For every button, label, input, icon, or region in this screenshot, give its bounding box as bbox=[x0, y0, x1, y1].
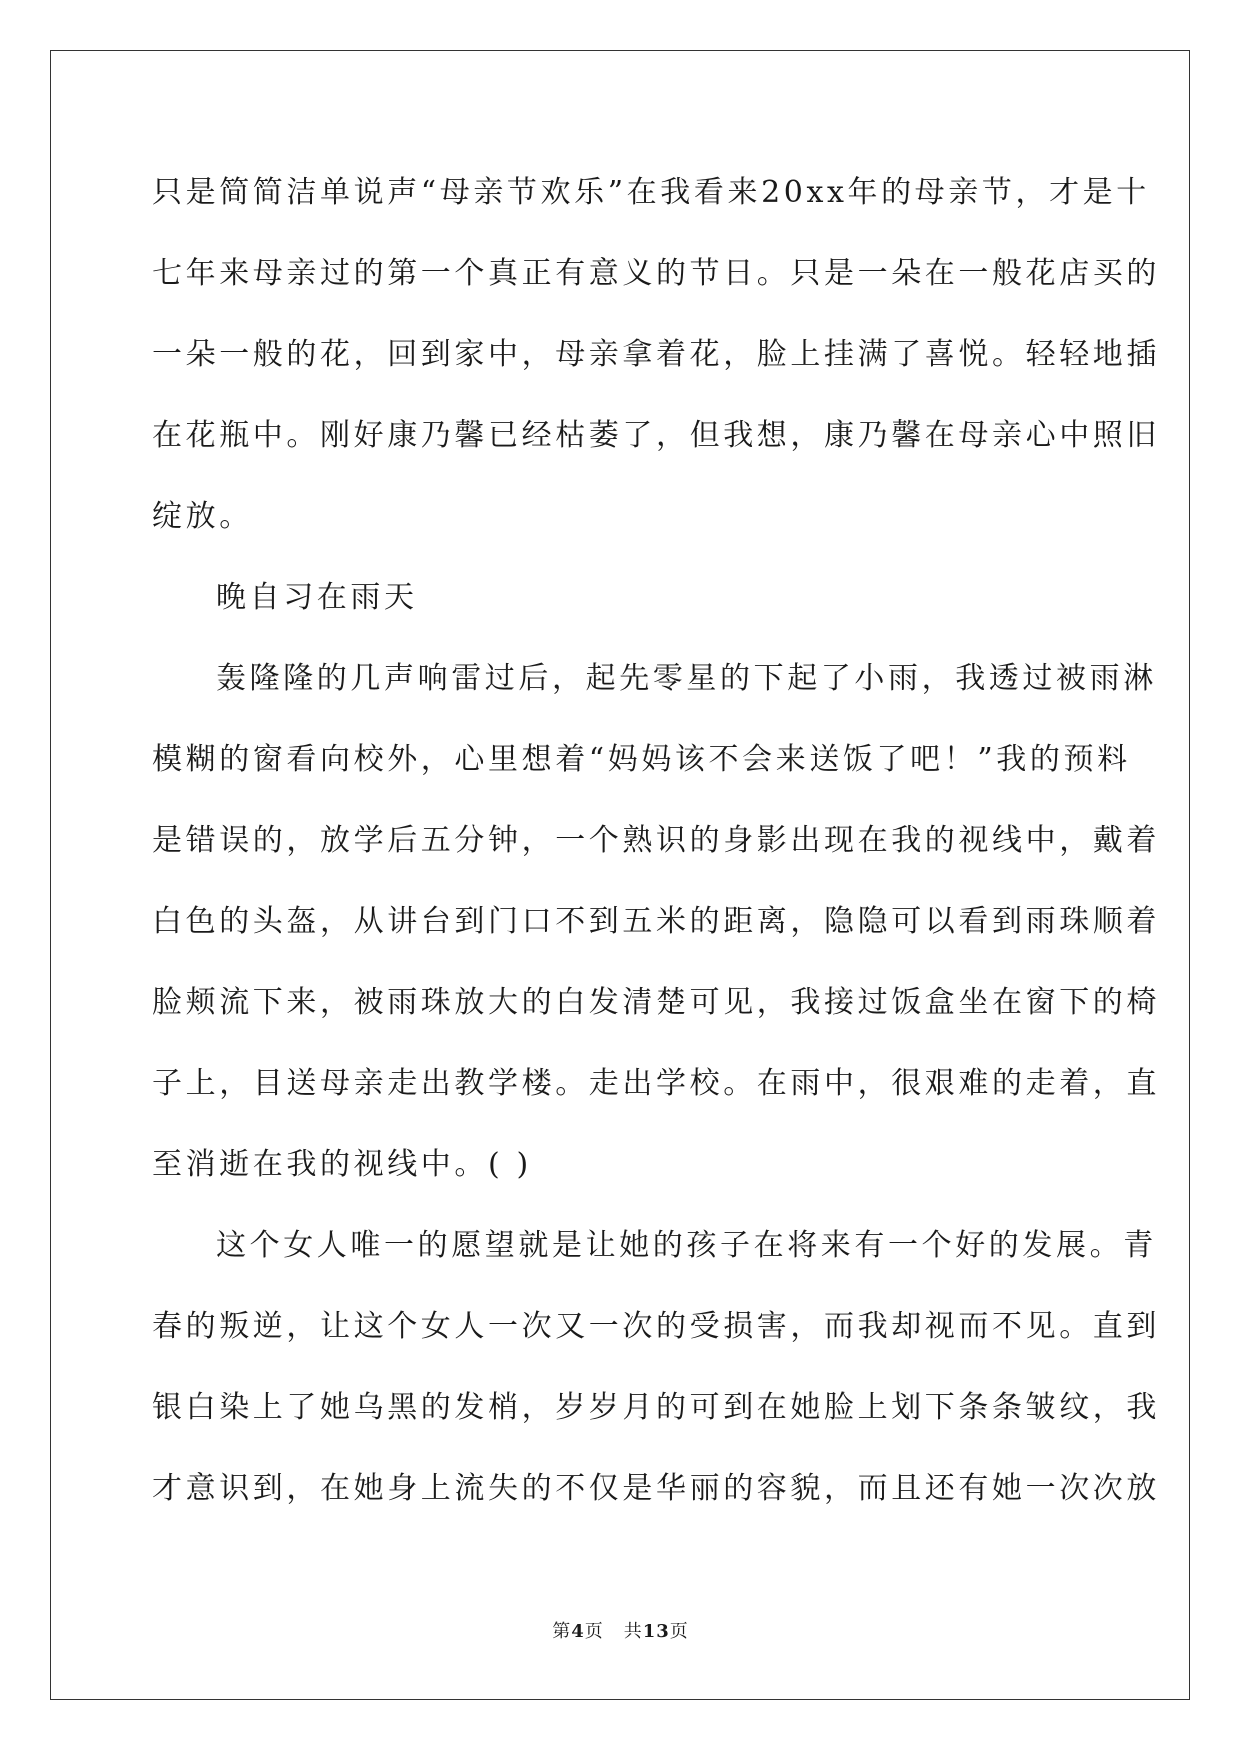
text-line: 这个女人唯一的愿望就是让她的孩子在将来有一个好的发展。青 bbox=[216, 1228, 1157, 1263]
text-line: 轰隆隆的几声响雷过后，起先零星的下起了小雨，我透过被雨淋 bbox=[216, 661, 1157, 696]
text-line: 才意识到，在她身上流失的不仅是华丽的容貌，而且还有她一次次放 bbox=[152, 1471, 1160, 1506]
text-line: 绽放。 bbox=[152, 499, 253, 534]
text-line: 七年来母亲过的第一个真正有意义的节日。只是一朵在一般花店买的 bbox=[152, 256, 1160, 291]
text-line: 春的叛逆，让这个女人一次又一次的受损害，而我却视而不见。直到 bbox=[152, 1309, 1160, 1344]
document-body bbox=[152, 162, 1160, 1539]
text-line: 只是简简洁单说声“母亲节欢乐”在我看来20xx年的母亲节，才是十 bbox=[152, 175, 1150, 210]
page-number: 4 bbox=[571, 1621, 585, 1642]
text-line: 银白染上了她乌黑的发梢，岁岁月的可到在她脸上划下条条皱纹，我 bbox=[152, 1390, 1160, 1425]
page-prefix: 第 bbox=[552, 1621, 572, 1642]
text-line: 脸颊流下来，被雨珠放大的白发清楚可见，我接过饭盒坐在窗下的椅 bbox=[152, 985, 1160, 1020]
page-footer bbox=[0, 1617, 1241, 1643]
total-pages: 13 bbox=[642, 1621, 670, 1642]
text-line: 至消逝在我的视线中。( ) bbox=[152, 1147, 532, 1182]
total-suffix: 页 bbox=[669, 1621, 689, 1642]
text-line: 是错误的，放学后五分钟，一个熟识的身影出现在我的视线中，戴着 bbox=[152, 823, 1160, 858]
text-line: 在花瓶中。刚好康乃馨已经枯萎了，但我想，康乃馨在母亲心中照旧 bbox=[152, 418, 1160, 453]
text-line: 一朵一般的花，回到家中，母亲拿着花，脸上挂满了喜悦。轻轻地插 bbox=[152, 337, 1160, 372]
section-heading: 晚自习在雨天 bbox=[216, 580, 418, 615]
page-suffix: 页 bbox=[584, 1621, 604, 1642]
text-line: 白色的头盔，从讲台到门口不到五米的距离，隐隐可以看到雨珠顺着 bbox=[152, 904, 1160, 939]
text-line: 模糊的窗看向校外，心里想着“妈妈该不会来送饭了吧！”我的预料 bbox=[152, 742, 1131, 777]
text-line: 子上，目送母亲走出教学楼。走出学校。在雨中，很艰难的走着，直 bbox=[152, 1066, 1160, 1101]
total-prefix: 共 bbox=[623, 1621, 643, 1642]
